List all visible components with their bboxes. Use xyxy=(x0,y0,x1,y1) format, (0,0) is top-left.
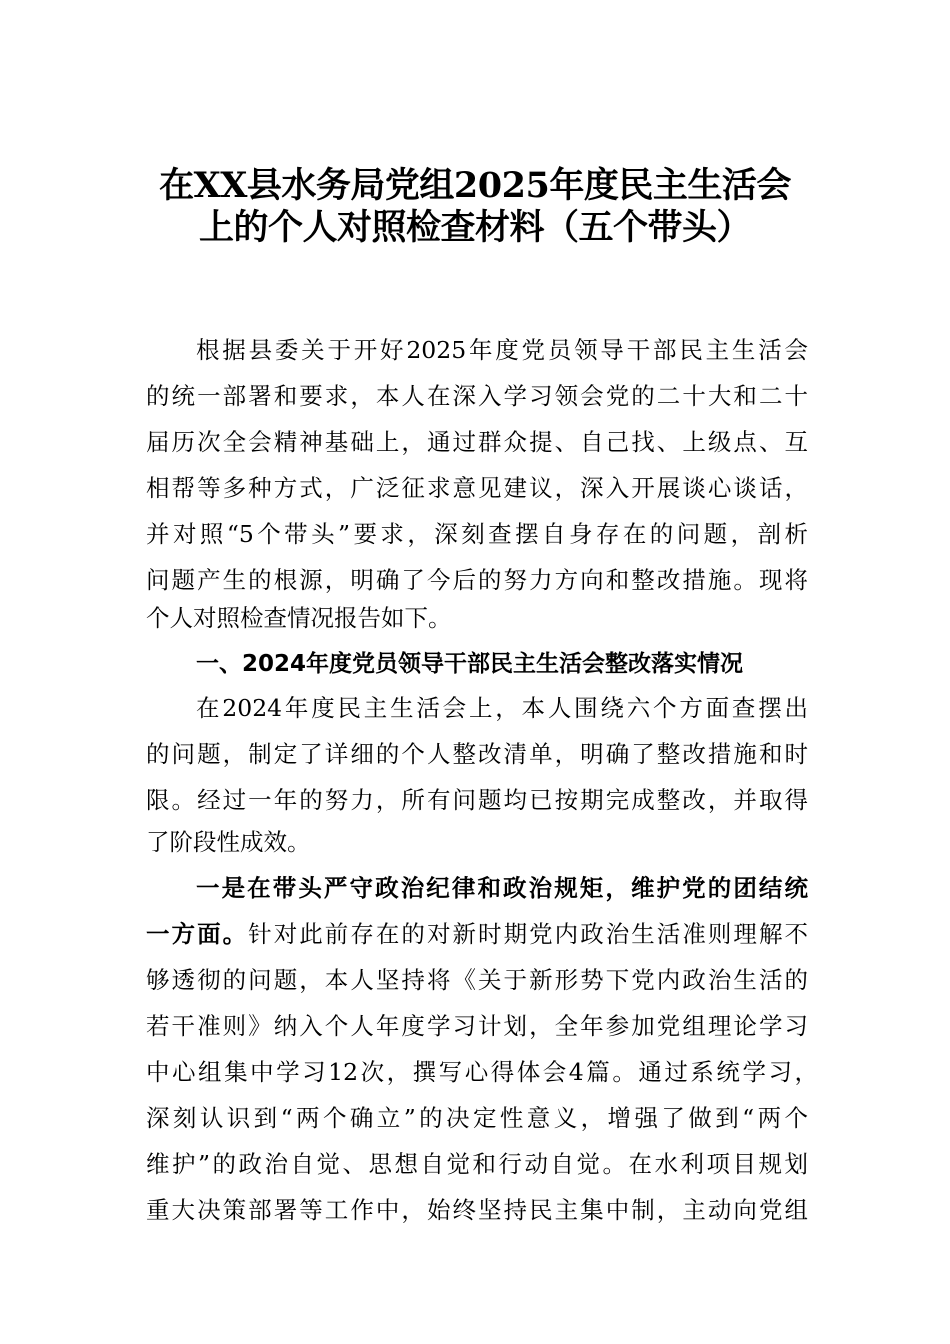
intro-line: 个人对照检查情况报告如下。 xyxy=(146,604,452,632)
section-line: 了阶段性成效。 xyxy=(146,828,311,856)
intro-line: 届历次全会精神基础上，通过群众提、自己找、上级点、互 xyxy=(146,428,808,456)
section-line: 的问题，制定了详细的个人整改清单，明确了整改措施和时 xyxy=(146,740,808,768)
intro-line: 问题产生的根源，明确了今后的努力方向和整改措施。现将 xyxy=(146,566,808,594)
section-heading: 一、2024年度党员领导干部民主生活会整改落实情况 xyxy=(196,651,744,677)
intro-line: 根据县委关于开好2025年度党员领导干部民主生活会 xyxy=(196,336,808,364)
point-line: 够透彻的问题，本人坚持将《关于新形势下党内政治生活的 xyxy=(146,966,808,994)
intro-line: 相帮等多种方式，广泛征求意见建议，深入开展谈心谈话， xyxy=(146,474,808,502)
point-text: 针对此前存在的对新时期党内政治生活准则理解不 xyxy=(248,920,809,948)
section-line: 在2024年度民主生活会上，本人围绕六个方面查摆出 xyxy=(196,694,808,722)
point-heading-line: 一是在带头严守政治纪律和政治规矩，维护党的团结统 xyxy=(196,874,808,902)
section-line: 限。经过一年的努力，所有问题均已按期完成整改，并取得 xyxy=(146,786,808,814)
point-line: 中心组集中学习12次，撰写心得体会4篇。通过系统学习， xyxy=(146,1058,818,1086)
point-heading-tail: 一方面。 xyxy=(146,920,249,948)
point-line: 深刻认识到“两个确立”的决定性意义，增强了做到“两个 xyxy=(146,1104,808,1132)
point-line: 维护”的政治自觉、思想自觉和行动自觉。在水利项目规划 xyxy=(146,1150,808,1178)
point-line: 若干准则》纳入个人年度学习计划，全年参加党组理论学习 xyxy=(146,1012,808,1040)
document-title-line-1: 在XX县水务局党组2025年度民主生活会 xyxy=(159,165,791,206)
intro-line: 并对照“5个带头”要求，深刻查摆自身存在的问题，剖析 xyxy=(146,520,808,548)
point-line: 重大决策部署等工作中，始终坚持民主集中制，主动向党组 xyxy=(146,1196,808,1224)
point-line xyxy=(146,918,808,950)
document-title-line-2: 上的个人对照检查材料（五个带头） xyxy=(198,207,751,248)
intro-line: 的统一部署和要求，本人在深入学习领会党的二十大和二十 xyxy=(146,382,808,410)
